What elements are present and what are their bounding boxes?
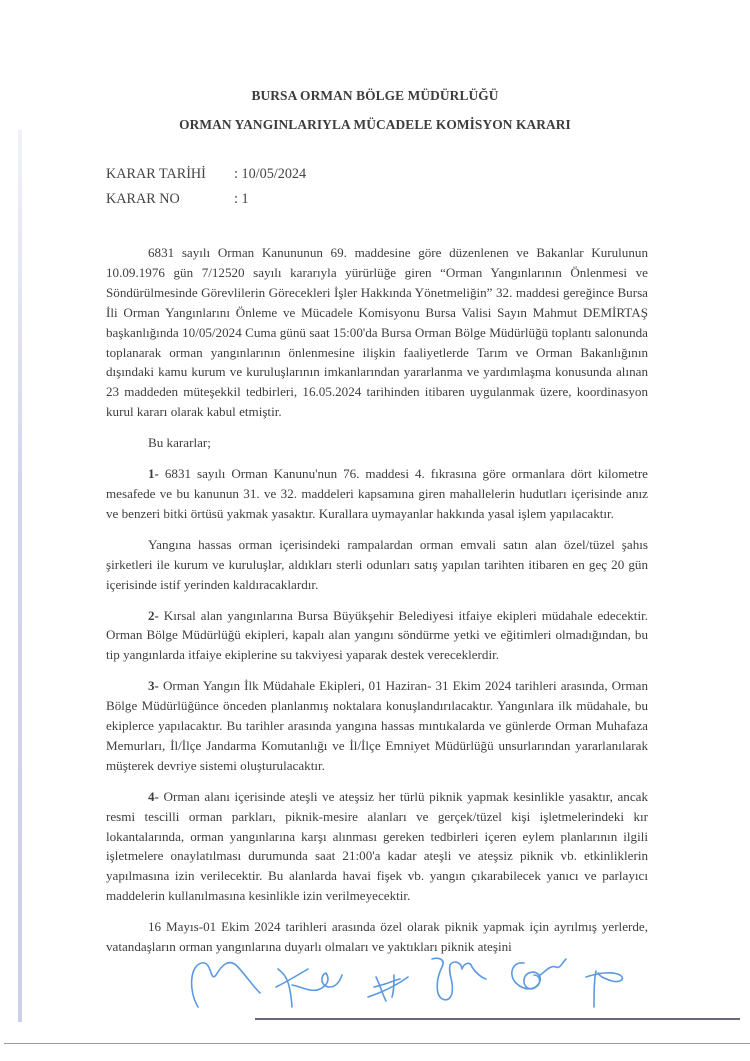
decision-text-2: Kırsal alan yangınlarına Bursa Büyükşehir Belediyesi itfaiye ekipleri müdahale edecektir. Orman Bölge Müdürlüğü ekipleri, kapalı alan yangını söndürme yetki ve eğitimleri olmadığından, bu tip yangınlarda itfaiye ekiplerine su takviyesi yaparak destek vereceklerdir. (106, 607, 648, 663)
decision-item-3 (106, 676, 648, 776)
meta-row-date (106, 166, 306, 183)
signature-1 (192, 963, 260, 1007)
meta-label-date: KARAR TARİHİ (106, 166, 206, 182)
scan-edge-artifact (18, 130, 22, 1022)
decision-item-4-sub: 16 Mayıs-01 Ekim 2024 tarihleri arasında özel olarak piknik yapmak için ayrılmış yerlerde, vatandaşların orman yangınlarına duyarlı olmaları ve yaktıkları piknik ateşini (106, 919, 648, 955)
signature-4 (432, 958, 486, 999)
signature-row (180, 935, 640, 1015)
decisions-lead: Bu kararlar; (148, 435, 211, 451)
decision-number-4: 4- (148, 788, 159, 804)
signature-2 (276, 969, 342, 1007)
decision-text-3: Orman Yangın İlk Müdahale Ekipleri, 01 Haziran- 31 Ekim 2024 tarihleri arasında, Orman Bölge Müdürlüğünce önceden planlanmış noktalara konuşlandırılacaktır. Yangınlara ilk müdahale, bu ekiplerce yapılacaktır. Bu tarihler arasında yangına hassas mıntıkalarda ve günlerde Orman Muhafaza Memurları, İl/İlçe Jandarma Komutanlığı ve İl/İlçe Emniyet Müdürlüğü unsurlarından yararlanılarak müşterek devriye sistemi oluşturulacaktır. (106, 678, 648, 773)
meta-value-number: : 1 (234, 191, 249, 207)
signature-6 (586, 971, 622, 1007)
decision-number-3: 3- (148, 678, 159, 694)
signature-underline (255, 1018, 740, 1020)
decision-text-4: Orman alanı içerisinde ateşli ve ateşsiz her türlü piknik yapmak kesinlikle yasaktır, ancak resmi tescilli orman parkları, piknik-mesire alanları ve gerçek/tüzel kişi işletmelerindeki kır lokantalarında, orman yangınlarına karşı alınması gereken tedbirleri içeren eylem planlarının ilgili işletmelere onaylatılması durumunda saat 21:00'a kadar ateşli ve ateşsiz piknik vb. etkinliklerin yapılmasına izin verilecektir. Bu alanlarda havai fişek vb. yangın çıkarabilecek yanıcı ve parlayıcı maddelerin kullanılmasına kesinlikle izin verilmeyecektir. (106, 788, 648, 904)
document-header-institution: BURSA ORMAN BÖLGE MÜDÜRLÜĞÜ (251, 88, 499, 103)
decision-number-1: 1- (148, 466, 159, 482)
decision-item-4 (106, 787, 648, 906)
document-body (106, 243, 648, 968)
signature-5 (512, 959, 566, 989)
decision-number-2: 2- (148, 607, 159, 623)
intro-paragraph: 6831 sayılı Orman Kanununun 69. maddesine göre düzenlenen ve Bakanlar Kurulunun 10.09.1976 gün 7/12520 sayılı kararıyla yürürlüğe giren “Orman Yangınlarının Önlenmesi ve Söndürülmesinde Görevlilerin Görecekleri İşler Hakkında Yönetmeliğin” 32. maddesi gereğince Bursa İli Orman Yangınlarını Önleme ve Mücadele Komisyonu Bursa Valisi Sayın Mahmut DEMİRTAŞ başkanlığında 10/05/2024 Cuma günü saat 15:00'da Bursa Orman Bölge Müdürlüğü toplantı salonunda toplanarak orman yangınlarının önlenmesine ilişkin faaliyetlerde Tarım ve Orman Bakanlığının dışındaki kamu kurum ve kuruluşlarının imkanlarından yararlanma ve yardımlaşma konusunda alınan 23 maddeden müteşekkil tedbirleri, 16.05.2024 tarihinden itibaren uygulanmak üzere, koordinasyon kurul kararı olarak kabul etmiştir. (106, 245, 648, 420)
meta-value-date: : 10/05/2024 (234, 166, 307, 182)
signature-3 (368, 975, 408, 1001)
meta-row-number (106, 191, 249, 208)
decision-text-1: 6831 sayılı Orman Kanunu'nun 76. maddesi 4. fıkrasına göre ormanlara dört kilometre mesafede ve bu kanunun 31. ve 32. maddeleri kapsamına giren mahallelerin hudutları içerisinde anız ve benzeri bitki örtüsü yakmak yasaktır. Kurallara uymayanlar hakkında yasal işlem yapılacaktır. (106, 466, 648, 521)
page-footer-rule (4, 1043, 750, 1044)
decision-item-1 (106, 464, 648, 524)
decision-item-1-sub: Yangına hassas orman içerisindeki rampalardan orman emvali satın alan özel/tüzel şahıs şirketleri ile kurum ve kuruluşlar, aldıkları sterli odunları satış yapılan tarihten itibaren en geç 20 gün içerisinde istif yerinden kaldıracaklardır. (106, 536, 648, 592)
meta-label-number: KARAR NO (106, 191, 180, 207)
document-header-title: ORMAN YANGINLARIYLA MÜCADELE KOMİSYON KARARI (179, 117, 571, 132)
decision-item-2 (106, 606, 648, 666)
